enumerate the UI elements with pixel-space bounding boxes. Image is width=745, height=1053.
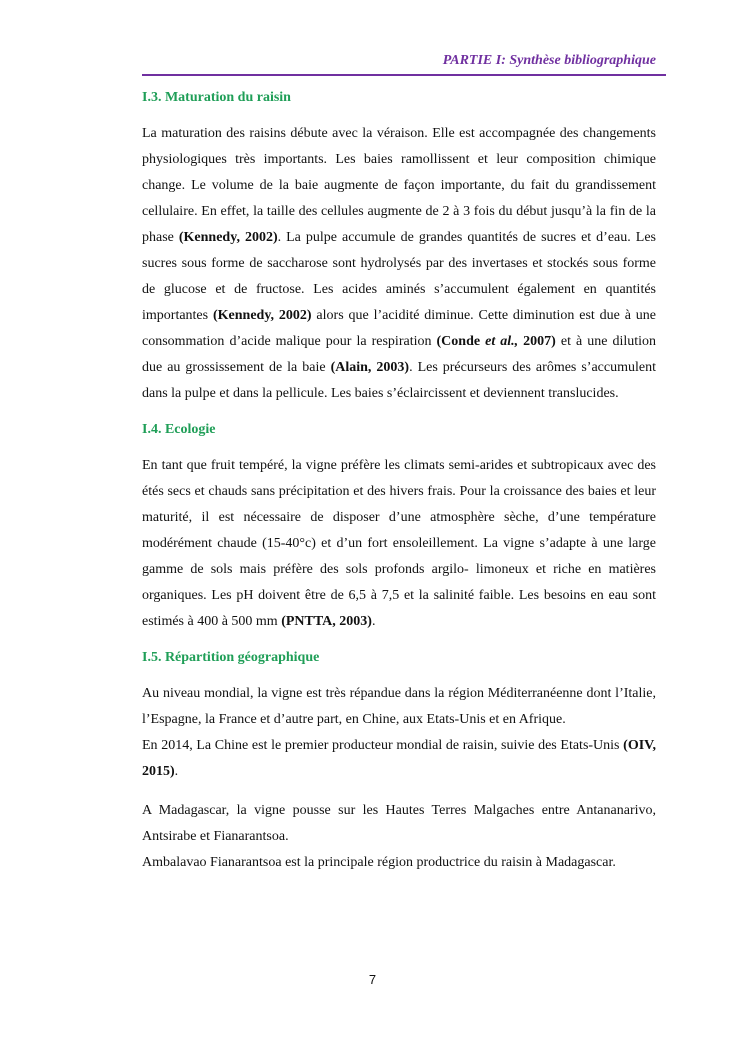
section-title-repartition: I.5. Répartition géographique xyxy=(142,650,320,665)
citation: PNTTA, 2003 xyxy=(285,614,368,629)
page-number: 7 xyxy=(368,972,377,987)
header-rule xyxy=(142,74,666,76)
paragraph-maturation: La maturation des raisins débute avec la véraison. Elle est accompagnée des changements physiologiques très importants. Les baies ramollissent et leur composition chimique change. Le volume de la baie augmente de façon importante, du fait du grandissement cellulaire. En effet, la taille des cellules augmente de 2 à 3 fois du début jusqu’à la fin de la phase (Kennedy, 2002). La pulpe accumule de grandes quantités de sucres et d’eau. Les sucres sous forme de saccharose sont hydrolysés par des invertases et stockés sous forme de glucose et de fructose. Les acides aminés s’accumulent également en quantités importantes (Kennedy, 2002) alors que l’acidité diminue. Cette diminution est due à une consommation d’acide malique pour la respiration (Conde et al., 2007) et à une dilution due au grossissement de la baie (Alain, 2003). Les précurseurs des arômes s’accumulent dans la pulpe et dans la pellicule. Les baies s’éclaircissent et deviennent translucides. xyxy=(142,126,657,401)
citation: Kennedy, 2002 xyxy=(217,308,307,323)
section-title-maturation: I.3. Maturation du raisin xyxy=(142,90,291,105)
page-content xyxy=(142,88,656,876)
citation: OIV, 2015 xyxy=(142,738,656,779)
paragraph-repartition-madagascar: A Madagascar, la vigne pousse sur les Hautes Terres Malgaches entre Antananarivo, Antsirabe et Fianarantsoa. Ambalavao Fianarantsoa est la principale région productrice du raisin à Madagascar. xyxy=(142,803,656,870)
citation: Kennedy, 2002 xyxy=(183,230,273,245)
paragraph-ecologie: En tant que fruit tempéré, la vigne préfère les climats semi-arides et subtropicaux avec des étés secs et chauds sans précipitation et des hivers frais. Pour la croissance des baies et leur maturité, il est nécessaire de disposer d’une atmosphère sèche, d’une température modérément chaude (15-40°c) et d’un fort ensoleillement. La vigne s’adapte à une large gamme de sols mais préfère des sols profonds argilo- limoneux et riche en matières organiques. Les pH doivent être de 6,5 à 7,5 et la salinité faible. Les besoins en eau sont estimés à 400 à 500 mm (PNTTA, 2003). xyxy=(142,458,656,629)
running-header: PARTIE I: Synthèse bibliographique xyxy=(442,53,656,68)
section-title-ecologie: I.4. Ecologie xyxy=(142,422,216,437)
paragraph-repartition-mondial: Au niveau mondial, la vigne est très répandue dans la région Méditerranéenne dont l’Italie, l’Espagne, la France et d’autre part, en Chine, aux Etats-Unis et en Afrique. En 2014, La Chine est le premier producteur mondial de raisin, suivie des Etats-Unis (OIV, 2015). xyxy=(142,686,656,779)
citation: (Conde xyxy=(436,334,486,349)
citation: Alain, 2003 xyxy=(335,360,405,375)
